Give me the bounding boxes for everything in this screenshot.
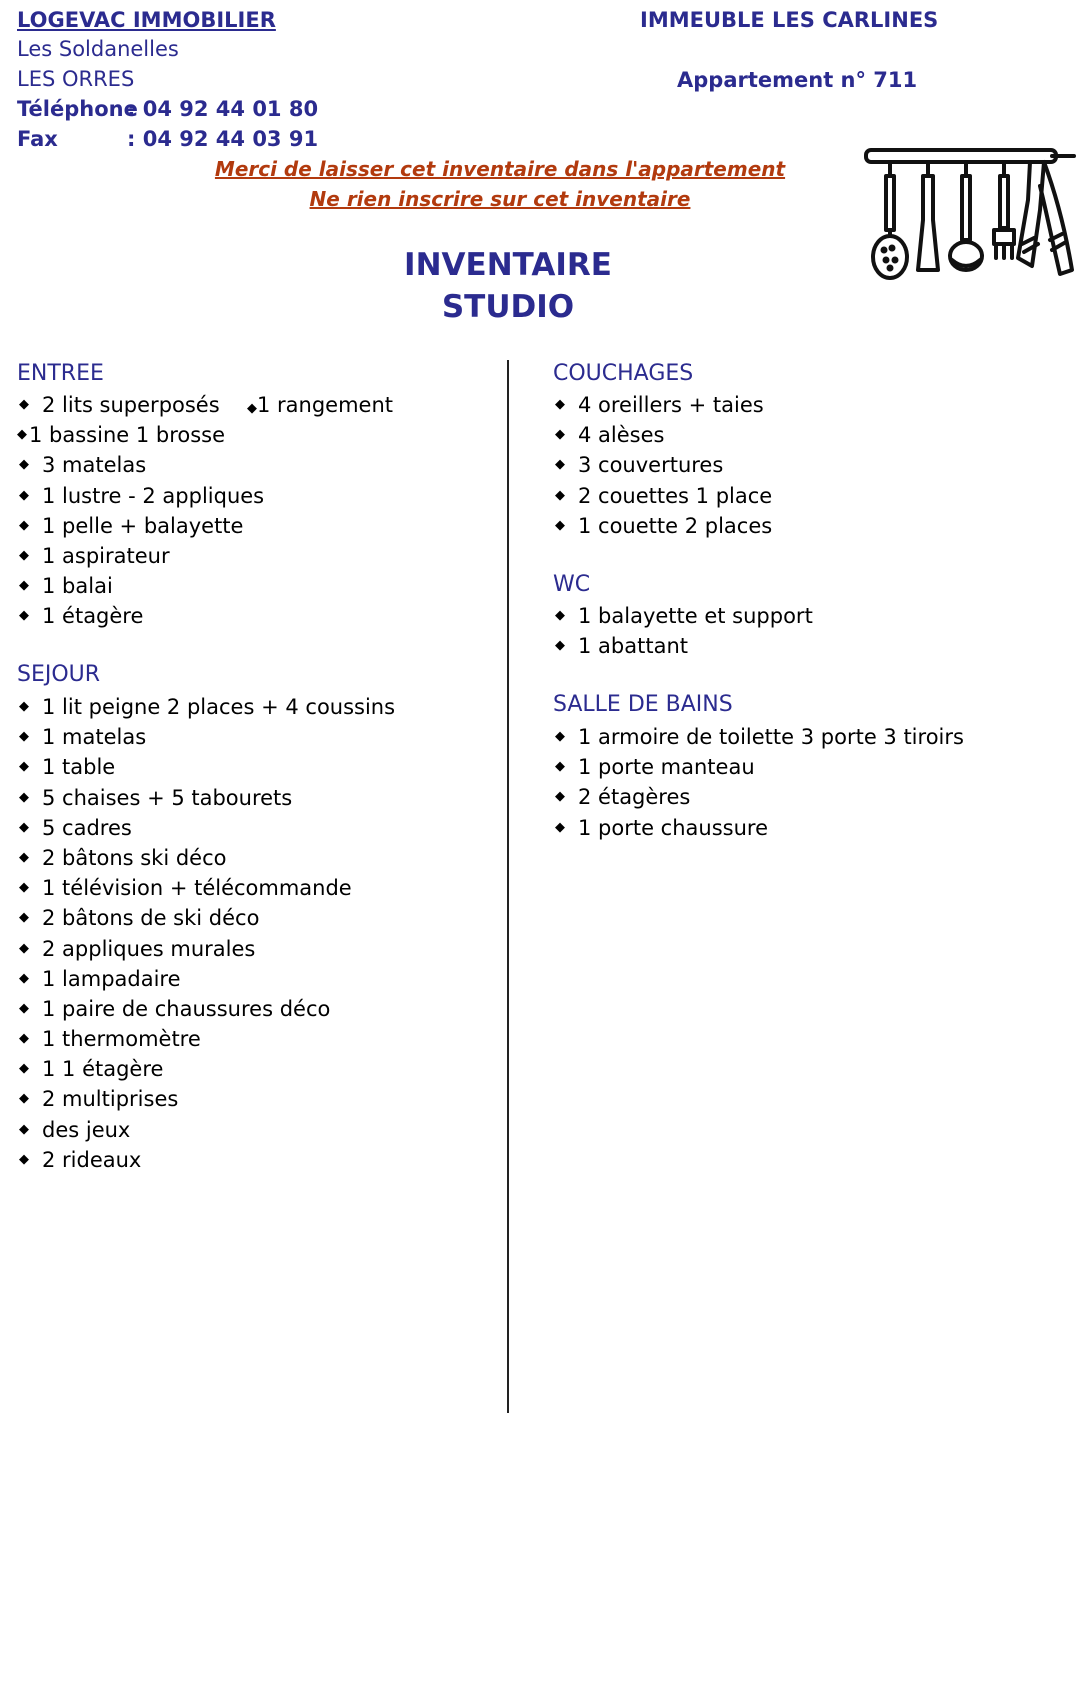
bullet-icon: ◆ (555, 819, 565, 835)
list-item (17, 964, 395, 994)
fax-value: : 04 92 44 03 91 (127, 127, 319, 151)
list-item (553, 511, 772, 541)
sejour-list (17, 692, 395, 1175)
bullet-icon: ◆ (555, 638, 565, 654)
list-item (17, 783, 395, 813)
item-text: 1 paire de chaussures déco (42, 996, 331, 1021)
phone-value: : 04 92 44 01 80 (127, 97, 319, 121)
item-text: 1 lustre - 2 appliques (42, 483, 265, 508)
wc-list (553, 601, 813, 661)
item-text: 2 appliques murales (42, 936, 256, 961)
bullet-icon: ◆ (19, 457, 29, 473)
bullet-icon: ◆ (19, 819, 29, 835)
couchages-list (553, 390, 772, 541)
salle-de-bains-list (553, 722, 964, 843)
item-text: 1 balayette et support (578, 604, 813, 628)
item-text: 2 multiprises (42, 1087, 179, 1112)
fax-label: Fax (17, 127, 58, 151)
item-text: 2 étagères (578, 785, 691, 810)
bullet-icon: ◆ (555, 427, 565, 443)
bullet-icon: ◆ (19, 1061, 29, 1077)
agency-phone (17, 97, 318, 121)
list-item (17, 994, 395, 1024)
item-text: 1 lampadaire (42, 966, 181, 991)
item-text: 1 table (42, 755, 116, 780)
page-title: INVENTAIRE (404, 247, 612, 283)
item-text: 1 porte manteau (578, 755, 755, 780)
bullet-icon: ◆ (19, 789, 29, 805)
item-text: 2 lits superposés (42, 393, 220, 417)
item-text: des jeux (42, 1117, 131, 1142)
bullet-icon: ◆ (19, 970, 29, 986)
list-item (17, 903, 395, 933)
bullet-icon: ◆ (19, 578, 29, 594)
list-item (17, 843, 395, 873)
bullet-icon: ◆ (555, 759, 565, 775)
column-divider (507, 360, 509, 1413)
agency-address-line2: LES ORRES (17, 67, 135, 91)
list-item (553, 390, 772, 420)
page-subtitle: STUDIO (441, 289, 575, 325)
list-item (17, 481, 264, 511)
bullet-icon: ◆ (19, 759, 29, 775)
item-text: 1 aspirateur (42, 543, 170, 568)
building-name: IMMEUBLE LES CARLINES (640, 8, 939, 32)
item-text: 1 balai (42, 574, 113, 599)
list-item (553, 752, 964, 782)
bullet-icon: ◆ (19, 397, 29, 412)
item-text: 3 couvertures (578, 453, 724, 478)
section-title-sejour: SEJOUR (17, 662, 101, 687)
bullet-icon: ◆ (19, 880, 29, 896)
agency-name: LOGEVAC IMMOBILIER (17, 8, 276, 32)
bullet-icon: ◆ (19, 1031, 29, 1047)
list-item (17, 692, 395, 722)
item-text: 1 thermomètre (42, 1027, 201, 1052)
list-item (17, 571, 264, 601)
bullet-icon: ◆ (555, 397, 565, 412)
bullet-icon: ◆ (555, 487, 565, 503)
list-item (17, 450, 264, 480)
item-text: 5 chaises + 5 tabourets (42, 785, 293, 810)
item-text: 1 étagère (42, 604, 144, 629)
bullet-icon: ◆ (555, 729, 565, 744)
bullet-icon: ◆ (19, 547, 29, 563)
list-item (17, 1024, 395, 1054)
list-item (17, 541, 264, 571)
bullet-icon: ◆ (19, 517, 29, 533)
list-item (17, 813, 395, 843)
item-text: 5 cadres (42, 815, 132, 840)
bullet-icon: ◆ (555, 457, 565, 473)
list-item (553, 420, 772, 450)
list-item (17, 601, 264, 631)
section-title-couchages: COUCHAGES (553, 361, 694, 386)
apartment-number: Appartement n° 711 (677, 68, 918, 92)
list-item (553, 631, 813, 661)
item-text: 2 couettes 1 place (578, 483, 773, 508)
item-text: 1 matelas (42, 725, 147, 750)
bullet-icon: ◆ (17, 427, 27, 443)
list-item (17, 1054, 395, 1084)
item-text: 1 rangement (257, 393, 394, 417)
bullet-icon: ◆ (19, 1000, 29, 1016)
bullet-icon: ◆ (555, 789, 565, 805)
notice-do-not-write-text: Ne rien inscrire sur cet inventaire (309, 187, 691, 211)
list-item (17, 722, 395, 752)
item-text: 2 bâtons ski déco (42, 845, 227, 870)
bullet-icon: ◆ (19, 910, 29, 926)
list-item (17, 934, 395, 964)
item-text: 4 alèses (578, 423, 665, 448)
list-item (17, 1115, 395, 1145)
kitchen-utensils-icon (862, 140, 1080, 304)
bullet-icon: ◆ (19, 940, 29, 956)
section-title-wc: WC (553, 572, 591, 597)
list-item (553, 481, 772, 511)
item-text: 1 couette 2 places (578, 513, 773, 538)
bullet-icon: ◆ (555, 517, 565, 533)
list-item (17, 1084, 395, 1114)
phone-label: Téléphone (17, 97, 138, 121)
bullet-icon: ◆ (19, 729, 29, 745)
item-text: 1 porte chaussure (578, 815, 768, 840)
list-item (17, 390, 394, 420)
list-item (17, 1145, 395, 1175)
item-text: 3 matelas (42, 453, 147, 478)
item-text: 1 bassine 1 brosse (29, 423, 226, 448)
list-item (17, 752, 395, 782)
item-text: 1 télévision + télécommande (42, 876, 352, 901)
item-text: 4 oreillers + taies (578, 393, 764, 417)
list-item (17, 420, 264, 450)
list-item (553, 813, 964, 843)
list-item (553, 601, 813, 631)
agency-address-line1: Les Soldanelles (17, 37, 179, 61)
item-text: 2 bâtons de ski déco (42, 906, 260, 931)
list-item (17, 511, 264, 541)
bullet-icon: ◆ (555, 608, 565, 623)
bullet-icon: ◆ (19, 699, 29, 714)
bullet-icon: ◆ (19, 849, 29, 865)
list-item (553, 722, 964, 752)
item-text: 1 abattant (578, 634, 688, 659)
bullet-icon: ◆ (247, 401, 257, 416)
bullet-icon: ◆ (19, 487, 29, 503)
item-text: 1 lit peigne 2 places + 4 coussins (42, 695, 396, 719)
bullet-icon: ◆ (19, 608, 29, 624)
bullet-icon: ◆ (19, 1121, 29, 1137)
bullet-icon: ◆ (19, 1151, 29, 1167)
agency-fax (17, 127, 318, 151)
item-text: 1 armoire de toilette 3 porte 3 tiroirs (578, 725, 964, 749)
section-title-salle-de-bains: SALLE DE BAINS (553, 692, 733, 717)
list-item (17, 873, 395, 903)
list-item (553, 782, 964, 812)
item-text: 1 1 étagère (42, 1057, 164, 1082)
section-title-entree: ENTREE (17, 361, 104, 386)
entree-inline-extra (247, 390, 393, 424)
bullet-icon: ◆ (19, 1091, 29, 1107)
notice-leave-inventory-text: Merci de laisser cet inventaire dans l'appartement (214, 157, 786, 181)
list-item (553, 450, 772, 480)
entree-list (17, 390, 394, 632)
item-text: 1 pelle + balayette (42, 513, 244, 538)
item-text: 2 rideaux (42, 1147, 142, 1172)
